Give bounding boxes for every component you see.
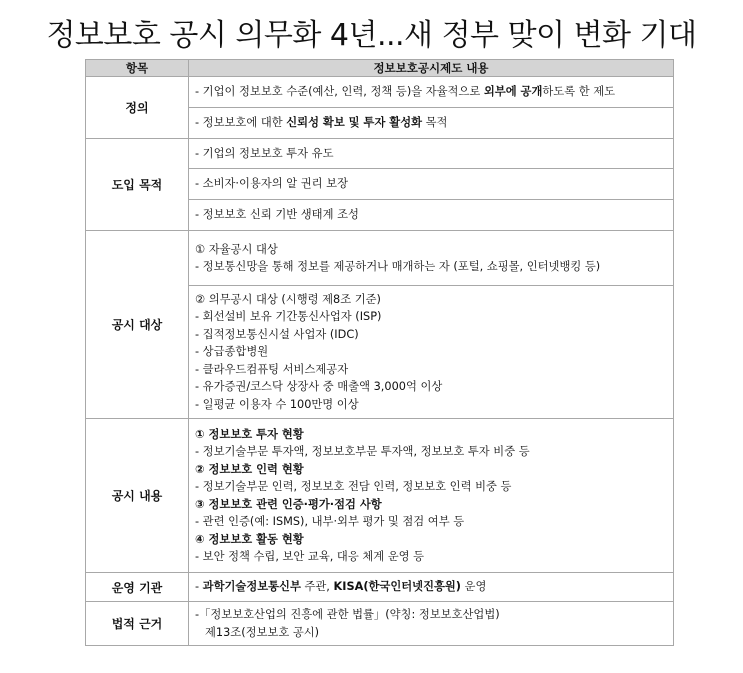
header-content: 정보보호공시제도 내용 (189, 60, 674, 77)
target-voluntary: ① 자율공시 대상 - 정보통신망을 통해 정보를 제공하거나 매개하는 자 (포털, 쇼핑몰, 인터넷뱅킹 등) (189, 231, 674, 286)
purpose-line-1: - 기업의 정보보호 투자 유도 (189, 139, 674, 169)
table-row (86, 231, 674, 286)
table-row (86, 77, 674, 108)
row-label-target: 공시 대상 (86, 231, 189, 419)
page-title: 정보보호 공시 의무화 4년...새 정부 맞이 변화 기대 (46, 18, 697, 53)
disclosure-table (85, 59, 674, 646)
row-label-operator: 운영 기관 (86, 573, 189, 602)
row-label-legal: 법적 근거 (86, 602, 189, 646)
table-row (86, 419, 674, 573)
row-label-definition: 정의 (86, 77, 189, 139)
definition-line-1: - 기업이 정보보호 수준(예산, 인력, 정책 등)을 자율적으로 외부에 공개하도록 한 제도 (189, 77, 674, 108)
row-label-disclosure: 공시 내용 (86, 419, 189, 573)
operator-content: - 과학기술정보통신부 주관, KISA(한국인터넷진흥원) 운영 (189, 573, 674, 602)
disclosure-content: ① 정보보호 투자 현황 - 정보기술부문 투자액, 정보보호부문 투자액, 정보보호 투자 비중 등 ② 정보보호 인력 현황 - 정보기술부문 인력, 정보보호 전담 인력, 정보보호 인력 비중 등 ③ 정보보호 관련 인증·평가·점검 사항 - 관련 인증(예: ISMS), 내부·외부 평가 및 점검 여부 등 ④ 정보보호 활동 현황 - 보안 정책 수립, 보안 교육, 대응 체계 운영 등 (189, 419, 674, 573)
table-header-row (86, 60, 674, 77)
legal-content: -「정보보호산업의 진흥에 관한 법률」(약칭: 정보보호산업법) 제13조(정보보호 공시) (189, 602, 674, 646)
table-row (86, 139, 674, 169)
target-mandatory: ② 의무공시 대상 (시행령 제8조 기준) - 회선설비 보유 기간통신사업자 (ISP) - 집적정보통신시설 사업자 (IDC) - 상급종합병원 - 클라우드컴퓨팅 서비스제공자 - 유가증권/코스닥 상장사 중 매출액 3,000억 이상 - 일평균 이용자 수 100만명 이상 (189, 286, 674, 419)
purpose-line-3: - 정보보호 신뢰 기반 생태계 조성 (189, 200, 674, 231)
row-label-purpose: 도입 목적 (86, 139, 189, 231)
header-item: 항목 (86, 60, 189, 77)
table-row (86, 602, 674, 646)
purpose-line-2: - 소비자·이용자의 알 권리 보장 (189, 169, 674, 200)
table-row (86, 573, 674, 602)
definition-line-2: - 정보보호에 대한 신뢰성 확보 및 투자 활성화 목적 (189, 108, 674, 139)
